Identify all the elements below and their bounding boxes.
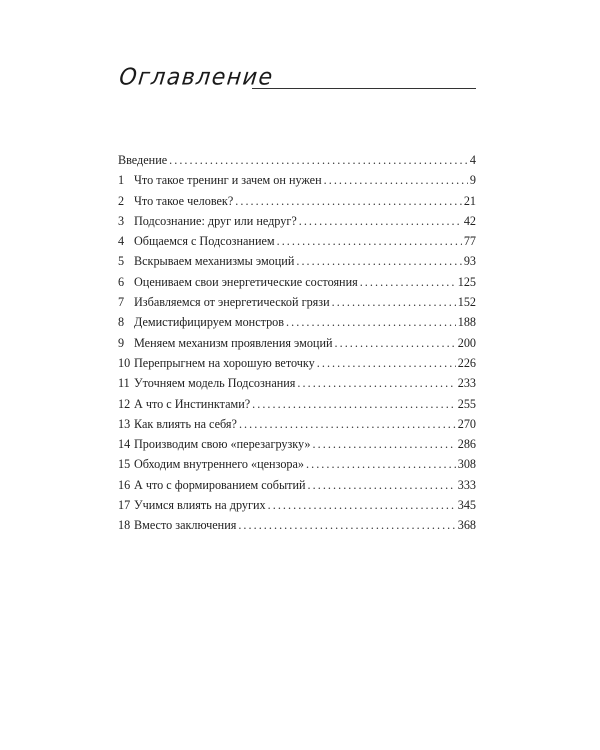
- toc-entry-title: Уточняем модель Подсознания: [134, 376, 296, 391]
- toc-entry-page: 152: [457, 295, 476, 310]
- toc-entry-title: Вместо заключения: [134, 518, 237, 533]
- toc-entry: [118, 434, 476, 454]
- toc-entry: [118, 170, 476, 190]
- toc-entry-page: 255: [457, 396, 476, 411]
- toc-entry-title: Избавляемся от энергетической грязи: [134, 295, 330, 310]
- toc-entry-title: Меняем механизм проявления эмоций: [134, 335, 333, 350]
- heading-underline: [252, 88, 476, 89]
- toc-dot-leader: [252, 394, 456, 414]
- toc-entry: [118, 333, 476, 353]
- toc-dot-leader: [277, 231, 462, 251]
- toc-entry-number: 12: [118, 396, 131, 411]
- toc-entry-title: Перепрыгнем на хорошую веточку: [134, 355, 315, 370]
- toc-entry-title: Демистифицируем монстров: [134, 315, 285, 330]
- toc-entry-title: Обходим внутреннего «цензора»: [134, 457, 305, 472]
- toc-entry-number: 18: [118, 518, 131, 533]
- toc-entry-page: 200: [457, 335, 476, 350]
- toc-entry-page: 21: [463, 193, 476, 208]
- toc-dot-leader: [286, 312, 456, 332]
- toc-entry-number: 3: [118, 213, 125, 228]
- toc-dot-leader: [299, 211, 462, 231]
- toc-entry-page: 286: [457, 437, 476, 452]
- toc-entry-title: Учимся влиять на других: [134, 498, 266, 513]
- toc-entry: [118, 475, 476, 495]
- toc-dot-leader: [297, 373, 455, 393]
- toc-entry-page: 233: [457, 376, 476, 391]
- toc-dot-leader: [235, 191, 462, 211]
- toc-entry: [118, 272, 476, 292]
- toc-entry: [118, 312, 476, 332]
- toc-entry-page: 9: [469, 173, 476, 188]
- toc-entry-page: 368: [457, 518, 476, 533]
- toc-entry: [118, 191, 476, 211]
- toc-dot-leader: [324, 170, 468, 190]
- toc-entry: [118, 454, 476, 474]
- toc-dot-leader: [239, 414, 456, 434]
- toc-dot-leader: [296, 251, 461, 271]
- toc-dot-leader: [306, 454, 456, 474]
- toc-entry-number: 10: [118, 355, 131, 370]
- toc-entry-title: Производим свою «перезагрузку»: [134, 437, 311, 452]
- toc-dot-leader: [313, 434, 456, 454]
- toc-dot-leader: [360, 272, 456, 292]
- toc-entry: [118, 251, 476, 271]
- toc-entry-page: 270: [457, 416, 476, 431]
- toc-entry-number: 9: [118, 335, 125, 350]
- toc-entry: [118, 414, 476, 434]
- toc-dot-leader: [308, 475, 456, 495]
- toc-entry: [118, 353, 476, 373]
- toc-dot-leader: [169, 150, 468, 170]
- toc-entry-page: 333: [457, 477, 476, 492]
- toc-entry-title: Общаемся с Подсознанием: [134, 234, 275, 249]
- toc-entry-title: Введение: [118, 153, 168, 167]
- toc-entry-number: 14: [118, 437, 131, 452]
- toc-entry-title: Оцениваем свои энергетические состояния: [134, 274, 358, 289]
- toc-entry-number: 7: [118, 295, 125, 310]
- toc-entry-title: Что такое человек?: [134, 193, 234, 208]
- toc-entry-page: 4: [469, 153, 476, 167]
- toc-entry-number: 1: [118, 173, 125, 188]
- toc-entry-number: 13: [118, 416, 131, 431]
- toc-entry-page: 188: [457, 315, 476, 330]
- toc-entry: [118, 373, 476, 393]
- toc-entry-number: 2: [118, 193, 125, 208]
- toc-dot-leader: [335, 333, 456, 353]
- toc-dot-leader: [332, 292, 456, 312]
- toc-entry: [118, 150, 476, 170]
- toc-entry-title: А что с Инстинктами?: [134, 396, 251, 411]
- toc-entry-number: 8: [118, 315, 125, 330]
- toc-entry-number: 11: [118, 376, 130, 391]
- toc-entry-page: 345: [457, 498, 476, 513]
- toc-entry-title: Что такое тренинг и зачем он нужен: [134, 173, 322, 188]
- toc-entry-number: 16: [118, 477, 131, 492]
- toc-entry-title: Как влиять на себя?: [134, 416, 237, 431]
- toc-entry-page: 226: [457, 355, 476, 370]
- toc-entry-page: 125: [457, 274, 476, 289]
- toc-entry: [118, 231, 476, 251]
- toc-entry-number: 15: [118, 457, 131, 472]
- toc-dot-leader: [268, 495, 456, 515]
- toc-dot-leader: [317, 353, 456, 373]
- toc-entry: [118, 495, 476, 515]
- toc-entry-title: Вскрываем механизмы эмоций: [134, 254, 295, 269]
- toc-entry-page: 42: [463, 213, 476, 228]
- toc-entry: [118, 211, 476, 231]
- toc-entry-page: 93: [463, 254, 476, 269]
- toc-entry: [118, 394, 476, 414]
- toc-entry-number: 5: [118, 254, 125, 269]
- toc-entry: [118, 292, 476, 312]
- toc-entry-number: 6: [118, 274, 125, 289]
- toc-entry-number: 17: [118, 498, 131, 513]
- heading-row: [118, 66, 476, 100]
- toc-entry-number: 4: [118, 234, 125, 249]
- toc-entry: [118, 515, 476, 535]
- table-of-contents: [118, 150, 476, 536]
- toc-entry-page: 308: [457, 457, 476, 472]
- toc-entry-title: Подсознание: друг или недруг?: [134, 213, 297, 228]
- toc-entry-page: 77: [463, 234, 476, 249]
- toc-entry-title: А что с формированием событий: [134, 477, 306, 492]
- toc-dot-leader: [238, 515, 455, 535]
- page-title: Оглавление: [118, 64, 275, 91]
